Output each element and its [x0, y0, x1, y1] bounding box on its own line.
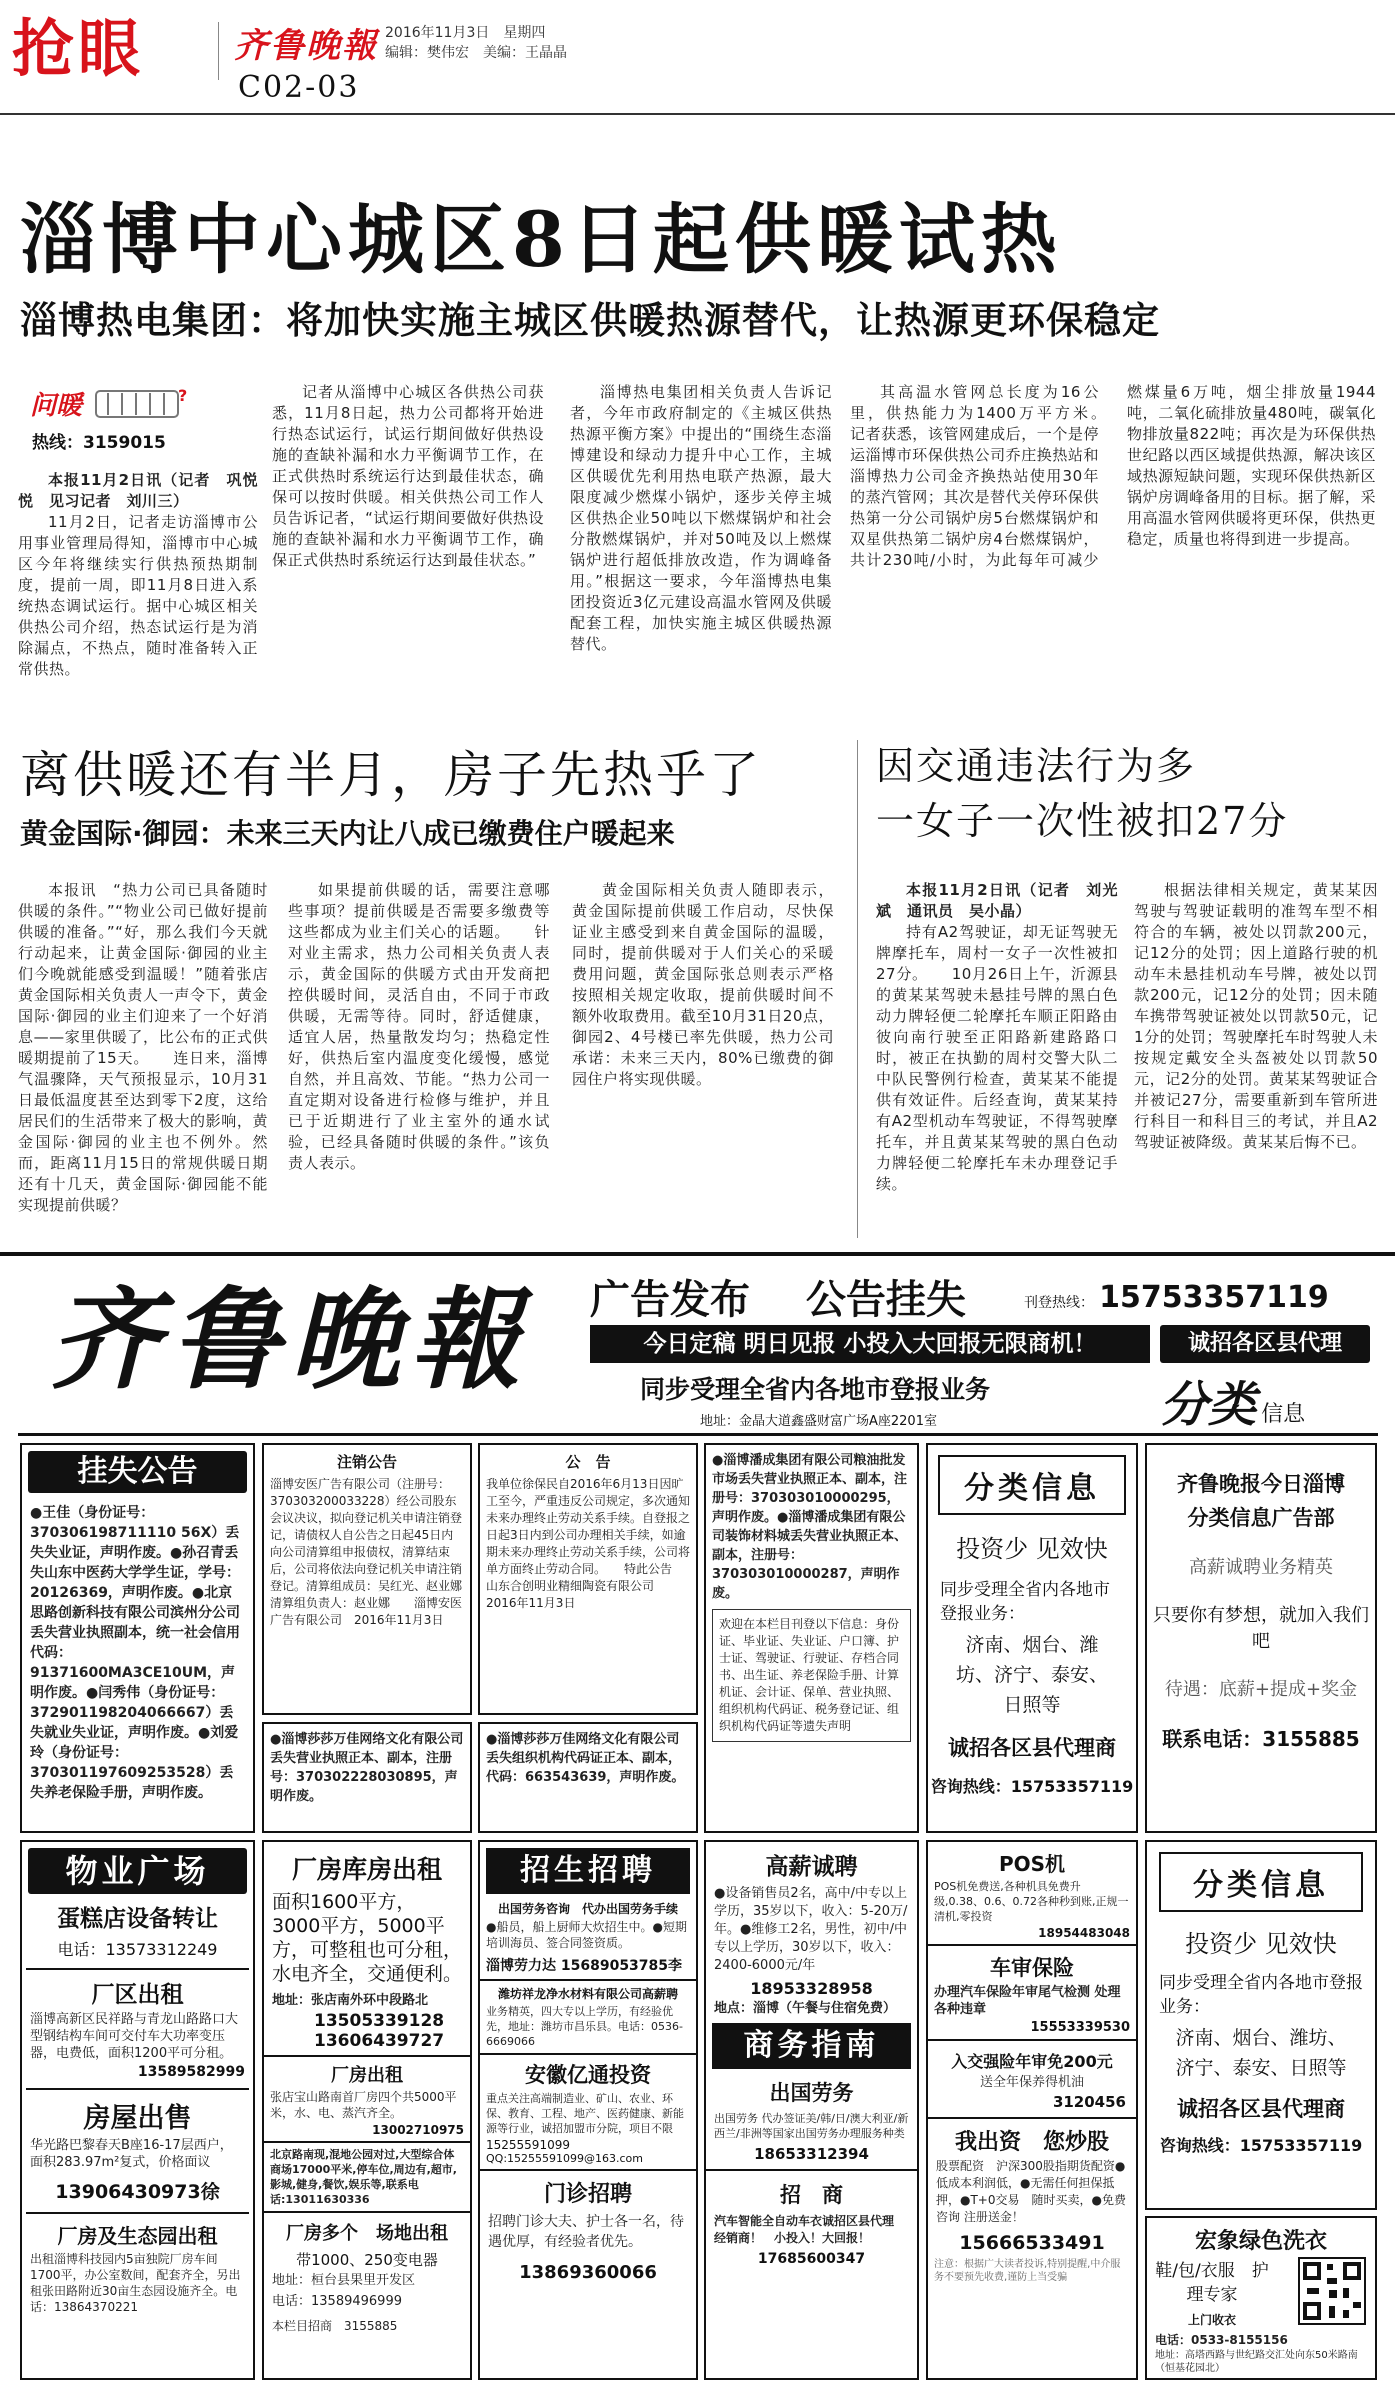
story2-col1 — [18, 880, 268, 1240]
story1-col2 — [272, 382, 544, 718]
abroad-phone: 18653312394 — [754, 2145, 869, 2163]
radiator-icon — [92, 386, 188, 421]
banner-fenlei-sub: 信息 — [1261, 1402, 1306, 1427]
warehouse-text: 面积1600平方，3000平方，5000平方，可整租也可分租，水电齐全，交通便利。 — [272, 1891, 463, 1985]
recruit-dream: 只要你有梦想，就加入我们吧 — [1153, 1605, 1369, 1652]
story2-headline: 离供暖还有半月，房子先热乎了 — [20, 746, 762, 804]
factory-text: 淄博高新区民祥路与青龙山路路口大型钢结构车间可交付车大功率变压器，电费低，面积1200平可分租。 — [30, 2012, 239, 2061]
banner-bottom-rule — [18, 1433, 1378, 1436]
classified-info-sync-2: 同步受理全省内各地市登报业务： — [1159, 1973, 1363, 2017]
laundry-sub: 上门收衣 — [1187, 2313, 1236, 2327]
story1-col1-text: 11月2日，记者走访淄博市公用事业管理局得知，淄博市中心城区今年将继续实行供热预热期制度，提前一周，即11月8日进入系统热态调试运行。据中心城区相关供热公司介绍，热态试运行是为消除漏点，不热点，随时准备转入正常供热。 — [18, 513, 258, 678]
banner-title-a: 广告发布 — [590, 1277, 750, 1323]
banner-top-rule — [0, 1252, 1395, 1256]
abroad-text: 出国劳务 代办签证美/韩/日/澳大利亚/新西兰/非洲等国家出国劳务办理服务种类 — [714, 2112, 909, 2140]
fund-title: 我出资 您炒股 — [954, 2130, 1109, 2155]
lost-notice-text: ●王佳（身份证号：370306198711110 56X）丢失失业证，声明作废。●孙召青丢失山东中医药大学学生证，学号：20126369，声明作废。●北京思路创新科技有限公司滨州分公司丢失营业执照副本，统一社会信用代码：91371600MA3CE10UM，声明作废。●闫秀伟（身份证号：372901198204066667）丢失就业失业证，声明作废。●刘爱玲（身份证号：370301197609253528）丢失养老保险手册，声明作废。 — [30, 1505, 240, 1801]
hotline-logo — [30, 385, 188, 425]
clinic-phone: 13869360066 — [519, 2262, 657, 2283]
enroll-box — [478, 1840, 698, 2380]
story1-col4 — [850, 382, 1376, 718]
banner-fenlei — [1160, 1366, 1305, 1435]
invest-title: 招 商 — [780, 2183, 843, 2207]
story3-col1 — [876, 880, 1118, 1240]
story1-subhead: 淄博热电集团：将加快实施主城区供暖热源替代，让热源更环保稳定 — [20, 299, 1160, 342]
hire-text: ●设备销售员2名，高中/中专以上学历，35岁以下，收入：5-20万/年。●维修工2名，男性，初中/中专以上学历，30岁以下，收入：2400-6000元/年 — [714, 1886, 908, 1973]
story2-col2 — [288, 880, 550, 1240]
invest-phone: 17685600347 — [757, 2251, 866, 2267]
banner-fenlei-text: 分类 — [1160, 1377, 1257, 1433]
recruit-box — [1145, 1443, 1377, 1833]
classified-info-cities-2: 济南、烟台、潍坊、济宁、泰安、日照等 — [1175, 2027, 1347, 2079]
story1-col3 — [570, 382, 832, 718]
header-editors: 编辑：樊伟宏 美编：王晶晶 — [385, 45, 567, 61]
factory-title: 厂区出租 — [91, 1982, 184, 2008]
car-title: 车审保险 — [990, 1956, 1074, 1980]
car-phone: 15553339530 — [1030, 2020, 1130, 2035]
lost-notice-text-2: ●淄博莎莎万佳网络文化有限公司丢失营业执照正本、副本，注册号：370302228030895，声明作废。 — [270, 1732, 464, 1804]
hotline-number: 热线：3159015 — [32, 433, 166, 453]
enroll-jobs: ●船员，船上厨师大炊招生中。●短期培训海员、签合同签资质。 — [486, 1920, 687, 1950]
pos-phone: 18954483048 — [1038, 1926, 1130, 1940]
story3-byline: 本报11月2日讯（记者 刘光斌 通讯员 吴小晶） — [876, 881, 1118, 920]
cancel-notice-title: 注销公告 — [336, 1453, 397, 1471]
story1-col1 — [18, 470, 258, 718]
story1-byline: 本报11月2日讯（记者 巩悦悦 见习记者 刘川三） — [18, 471, 258, 510]
invest-text: 汽车智能全自动车衣诚招区县代理 经销商！ 小投入！大回报！ — [714, 2214, 907, 2245]
lost-notice-box-3 — [478, 1722, 698, 1833]
insurance-text: 入交强险年审免200元 — [951, 2052, 1113, 2071]
enroll-co-text: 业务精英，四大专以上学历，有经验优先，地址：潍坊市昌乐县。电话：0536-6669066 — [486, 2005, 683, 2048]
classified-info-phone-2: 咨询热线：15753357119 — [1159, 2136, 1363, 2155]
classified-info-phone: 咨询热线：15753357119 — [930, 1777, 1134, 1796]
laundry-phone: 电话：0533-8155156 — [1155, 2333, 1288, 2347]
header-date: 2016年11月3日 星期四 — [385, 25, 546, 41]
warehouse-box — [262, 1840, 472, 2380]
cake-phone: 电话：13573312249 — [57, 1940, 218, 1959]
laundry-addr: 地址：高塔西路与世纪路交汇处向东50米路南（恒基花园北） — [1155, 2350, 1358, 2374]
classified-info-title: 分类信息 — [938, 1455, 1126, 1515]
enroll-phone: 淄博劳力达 15689053785李 — [486, 1958, 683, 1974]
notice-box — [478, 1443, 698, 1715]
story1-headline: 淄博中心城区8日起供暖试热 — [20, 195, 1063, 284]
bottom-note: 本栏目招商 3155885 — [272, 2319, 398, 2333]
banner-address: 地址：金晶大道鑫盛财富广场A座2201室 — [700, 1414, 937, 1429]
classified-info-recruit-2: 诚招各区县代理商 — [1177, 2097, 1345, 2121]
biz-title: 商务指南 — [712, 2023, 911, 2069]
qr-code-icon — [1299, 2258, 1365, 2324]
hire-box — [704, 1840, 919, 2380]
plant-text: 张店宝山路南首厂房四个共5000平米，水、电、蒸汽齐全。 — [270, 2090, 457, 2120]
story2-subhead: 黄金国际·御园：未来三天内让八成已缴费住户暖起来 — [20, 817, 675, 850]
pos-title: POS机 — [998, 1852, 1066, 1876]
story3-col2-text: 根据法律相关规定，黄某某因驾驶与驾驶证载明的准驾车型不相符合的车辆，被处以罚款200元，记12分的处罚；因上道路行驶的机动车未悬挂机动车号牌，被处以罚款200元，记12分的处罚；因未随车携带驾驶证被处以罚款50元，记1分的处罚；驾驶摩托车时驾驶人未按规定戴安全头盔被处以罚款50元，记2分的处罚。黄某某驾驶证合并被记27分，需要重新到车管所进行科目一和科目三的考试，并且A2驾驶证被降级。黄某某后悔不已。 — [1134, 881, 1378, 1151]
classified-info-slogan: 投资少 见效快 — [956, 1535, 1108, 1563]
section-title: 抢眼 — [12, 12, 145, 85]
multi-phone: 电话：13589496999 — [272, 2294, 402, 2309]
anhui-text: 重点关注高端制造业、矿山、农业、环保、教育、工程、地产、医药健康、新能源等行业，诚招加盟市分院，项目不限 — [486, 2092, 684, 2135]
clinic-title: 门诊招聘 — [543, 2182, 632, 2207]
notice-text: 我单位徐保民自2016年6月13日因旷工至今，严重违反公司规定，多次通知未来办理终止劳动关系手续。自登报之日起3日内到公司办理相关手续，如逾期未来办理终止劳动关系手续，公司将单方面终止劳动合同。 特此公告 山东合创明业精细陶瓷有限公司 2016年11月3日 — [486, 1477, 697, 1610]
warehouse-phone-2: 13606439727 — [314, 2031, 445, 2051]
laundry-box — [1145, 2216, 1377, 2380]
warehouse-title: 厂房库房出租 — [291, 1855, 442, 1884]
warehouse-phone-1: 13505339128 — [314, 2011, 445, 2031]
classified-info-title-2: 分类信息 — [1159, 1852, 1363, 1912]
banner-hotline — [1024, 1280, 1329, 1315]
pos-text: POS机免费送,各种机具免费升级,0.38、0.6、0.72各种秒到账,正规一清机,零投资 — [934, 1880, 1129, 1923]
story3-headline-1: 因交通违法行为多 — [876, 744, 1197, 788]
banner-sync: 同步受理全省内各地市登报业务 — [640, 1375, 991, 1404]
story3-col2 — [1134, 880, 1378, 1240]
banner-title — [590, 1268, 966, 1325]
banner-hotline-label: 刊登热线： — [1024, 1295, 1094, 1311]
recruit-phone: 联系电话：3155885 — [1162, 1727, 1360, 1751]
cancel-notice-box — [262, 1443, 475, 1715]
laundry-title: 宏象绿色洗衣 — [1194, 2229, 1327, 2254]
abroad-title: 出国劳务 — [769, 2081, 854, 2105]
classified-info-recruit: 诚招各区县代理商 — [948, 1736, 1116, 1760]
house-text: 华光路巴黎春天B座16-17层西户，面积283.97m²复式，价格面议 — [30, 2138, 233, 2170]
cake-title: 蛋糕店设备转让 — [57, 1906, 218, 1932]
lost-notice-text-3: ●淄博莎莎万佳网络文化有限公司丢失组织机构代码证正本、副本，代码：663543639，声明作废。 — [486, 1732, 685, 1785]
header-rule — [0, 113, 1395, 115]
hire-title: 高薪诚聘 — [765, 1854, 858, 1880]
story2-col3-text: 黄金国际相关负责人随即表示，黄金国际提前供暖工作启动，尽快保证业主感受到来自黄金国际的温暖，同时，提前供暖对于人们关心的采暖费用问题，黄金国际张总则表示严格按照相关规定收取，提前供暖时间不额外收取费用。截至10月31日20点，御园2、4号楼已率先供暖，热力公司承诺：未来三天内，80%已缴费的御园住户将实现供暖。 — [572, 881, 834, 1088]
property-title: 物业广场 — [28, 1848, 247, 1894]
enroll-title: 招生招聘 — [486, 1848, 690, 1894]
recruit-title: 齐鲁晚报今日淄博分类信息广告部 — [1177, 1472, 1345, 1530]
header-divider — [218, 22, 219, 80]
insurance-sub: 送全年保养得机油 — [979, 2075, 1084, 2090]
multi-area: 带1000、250变电器 — [296, 2251, 438, 2269]
banner-brand-logo: 齐鲁晚報 — [50, 1275, 530, 1404]
page-code: C02-03 — [238, 70, 360, 105]
eco-title: 厂房及生态园出租 — [57, 2224, 218, 2248]
story2-col1-text: 本报讯 “热力公司已具备随时供暖的条件。”“物业公司已做好提前供暖的准备。”“好，那么我们今天就行动起来，让黄金国际·御园的业主们今晚就能感受到温暖！”随着张店黄金国际相关负责人一声令下，黄金国际·御园的业主们迎来了一个好消息——家里供暖了，比公布的正式供暖期提前了15天。 连日来，淄博气温骤降，天气预报显示，10月31日最低温度甚至达到零下2度，这给居民们的生活带来了极大的影响，黄金国际·御园的业主也不例外。然而，距离11月15日的常规供暖日期还有十几天，黄金国际·御园能不能实现提前供暖？ — [18, 881, 268, 1214]
recruit-elite: 高薪诚聘业务精英 — [1189, 1557, 1333, 1578]
house-title: 房屋出售 — [83, 2103, 192, 2134]
banner-slogan: 今日定稿 明日见报 小投入大回报无限商机！ — [590, 1325, 1150, 1363]
banner-phone: 15753357119 — [1099, 1280, 1329, 1315]
lost-notice-box — [20, 1443, 255, 1833]
classified-info-box-2 — [1145, 1840, 1377, 2210]
story3-headline-2: 一女子一次性被扣27分 — [876, 799, 1289, 843]
lost-notice-box-2 — [262, 1722, 472, 1833]
pos-box — [926, 1840, 1138, 2380]
anhui-phone: 15255591099 — [486, 2138, 570, 2152]
beijing-text: 北京路南现,混地公园对过,大型综合体商场17000平米,停车位,周边有,超市,影城,健身,餐饮,娱乐等,联系电话:13011630336 — [270, 2148, 457, 2206]
plant-phone: 13002710975 — [372, 2123, 464, 2137]
hire-phone: 18953328958 — [750, 1979, 873, 1998]
insurance-phone: 3120456 — [1052, 2093, 1126, 2111]
anhui-title: 安徽亿通投资 — [525, 2063, 651, 2087]
story3-col1-text: 持有A2驾驶证，却无证驾驶无牌摩托车，周村一女子一次性被扣27分。 10月26日上午，沂源县的黄某某驾驶未悬挂号牌的黑白色动力牌轻便二轮摩托车顺正阳路由彼向南行驶至正阳路新建路路口时，被正在执勤的周村交警大队二中队民警例行检查，黄某某不能提供有效证件。后经查询，黄某某持有A2型机动车驾驶证，不得驾驶摩托车，并且黄某某驾驶的黑白色动力牌轻便二轮摩托车未办理登记手续。 — [876, 923, 1118, 1193]
svg-text:?: ? — [178, 386, 188, 405]
story2-col3 — [572, 880, 834, 1240]
fund-note: 注意：根据广大读者投诉,特别提醒,中介服务不要预先收费,谨防上当受骗 — [934, 2259, 1121, 2283]
factory-phone: 13589582999 — [137, 2064, 245, 2080]
story1-col3-text: 淄博热电集团相关负责人告诉记者，今年市政府制定的《主城区供热热源平衡方案》中提出的“围绕生态淄博建设和绿动力提升中心工作，主城区供暖优先利用热电联产热源，最大限度减少燃煤小锅炉，逐步关停主城区供热企业50吨以下燃煤锅炉和社会分散燃煤锅炉，并对50吨及以上燃煤锅炉进行超低排放改造，作为调峰备用。”根据这一要求，今年淄博热电集团投资近3亿元建设高温水管网及供暖配套工程，加快实施主城区供暖热源替代。 — [570, 383, 832, 653]
lost-notice-title: 挂失公告 — [28, 1451, 247, 1493]
house-phone: 13906430973徐 — [55, 2181, 220, 2203]
story1-col2-text: 记者从淄博中心城区各供热公司获悉，11月8日起，热力公司都将开始进行热态试运行，试运行期间做好供热设施的查缺补漏和水力平衡调节工作，在正式供热时系统运行达到最佳状态，确保可以按时供暖。相关供热公司工作人员告诉记者，“试运行期间要做好供热设施的查缺补漏和水力平衡调节工作，确保正式供热时系统运行达到最佳状态。” — [272, 383, 544, 569]
car-text: 办理汽车保险年审尾气检测 处理各种违章 — [934, 1985, 1121, 2017]
notice-title: 公 告 — [565, 1453, 611, 1471]
enroll-labor: 出国劳务咨询 代办出国劳务手续 — [497, 1902, 678, 1916]
eco-text: 出租淄博科技园内5亩独院厂房车间1700平，办公室数间，配套齐全，另出租张田路附近30亩生态园设施齐全。电话：13864370221 — [30, 2252, 241, 2314]
welcome-text: 欢迎在本栏目刊登以下信息：身份证、毕业证、失业证、户口簿、护士证、驾驶证、行驶证、存档合同书、出生证、养老保险手册、计算机证、会计证、保单、营业执照、组织机构代码证、税务登记证、组织机构代码证等遗失声明 — [712, 1609, 911, 1742]
plant-title: 厂房出租 — [331, 2065, 403, 2086]
recruit-pay: 待遇：底薪+提成+奖金 — [1164, 1679, 1358, 1700]
fund-phone: 15666533491 — [959, 2232, 1105, 2254]
property-box — [20, 1840, 255, 2380]
cancel-notice-text: 淄博安医广告有限公司（注册号：370303200033228）经公司股东会议决议，拟向登记机关申请注销登记，请债权人自公告之日起45日内向公司清算组申报债权，清算结束后，公司将依法向登记机关申请注销登记。清算组成员：吴红光、赵业娜 清算组负责人：赵业娜 淄博安医广告有限公司 2016年11月3日 — [270, 1477, 475, 1627]
laundry-text: 鞋/包/衣服 护理专家 — [1155, 2261, 1269, 2305]
story2-col2-text: 如果提前供暖的话，需要注意哪些事项？提前供暖是否需要多缴费等这些都成为业主们关心的话题。 针对业主需求，热力公司相关负责人表示，黄金国际的供暖方式由开发商把控供暖时间，灵活自由，不同于市政供暖，无需等待。同时，舒适健康，适宜人居，热量散发均匀；热稳定性好，供热后室内温度变化缓慢，感觉自然，并且高效、节能。“热力公司一直定期对设备进行检修与维护，并且已于近期进行了业主室外的通水试验，已经具备随时供暖的条件。”该负责人表示。 — [288, 881, 550, 1172]
classified-info-slogan-2: 投资少 见效快 — [1185, 1930, 1337, 1958]
group-notice-text: ●淄博潘成集团有限公司粮油批发市场丢失营业执照正本、副本，注册号：370303010000295，声明作废。●淄博潘成集团有限公司装饰材料城丢失营业执照正本、副本，注册号：370303010000287，声明作废。 — [712, 1453, 908, 1601]
fund-text: 股票配资 沪深300股指期货配资●低成本利润低，●无需任何担保抵押，●T+0交易 随时买卖，●免费咨询 注册送金！ — [936, 2159, 1126, 2224]
banner-recruit: 诚招各区县代理 — [1160, 1325, 1370, 1363]
multi-addr: 地址：桓台县果里开发区 — [272, 2273, 416, 2288]
warehouse-addr: 地址：张店南外环中段路北 — [272, 1993, 429, 2008]
banner-title-b: 公告挂失 — [805, 1277, 966, 1323]
hotline-logo-text: 问暖 — [30, 391, 83, 421]
hire-addr: 地点：淄博（午餐与住宿免费） — [714, 2001, 897, 2016]
story1-col4-text: 其高温水管网总长度为16公里，供热能力为1400万平方米。 记者获悉，该管网建成后，一个是停运淄博市环保供热公司乔庄换热站和淄博热力公司金齐换热站使用30年的蒸汽管网；其次是替代关停环保供热第一分公司锅炉房5台燃煤锅炉和双星供热第二锅炉房4台燃煤锅炉，共计230吨/小时，为此每年可减少燃煤量6万吨，烟尘排放量1944吨，二氧化硫排放量480吨，碳氧化物排放量822吨；再次是为环保供热世纪路以西区域提供热源，解决该区域热源短缺问题，实现环保供热新区锅炉房调峰备用的目标。据了解，采用高温水管网供暖将更环保，供热更稳定，质量也将得到进一步提高。 — [850, 383, 1376, 569]
story3-divider — [857, 740, 858, 1238]
header-brand-logo: 齐鲁晚報 — [234, 26, 378, 66]
classified-info-box — [926, 1443, 1138, 1833]
enroll-co: 潍坊祥龙净水材料有限公司高薪聘 — [497, 1987, 678, 2001]
anhui-qq: QQ:15255591099@163.com — [486, 2152, 643, 2165]
group-notice-box — [704, 1443, 919, 1833]
classified-info-sync: 同步受理全省内各地市登报业务： — [940, 1580, 1110, 1624]
clinic-text: 招聘门诊大夫、护士各一名，待遇优厚，有经验者优先。 — [488, 2214, 684, 2250]
classified-info-cities: 济南、烟台、潍坊、济宁、泰安、日照等 — [955, 1634, 1108, 1716]
multi-title: 厂房多个 场地出租 — [286, 2223, 448, 2244]
